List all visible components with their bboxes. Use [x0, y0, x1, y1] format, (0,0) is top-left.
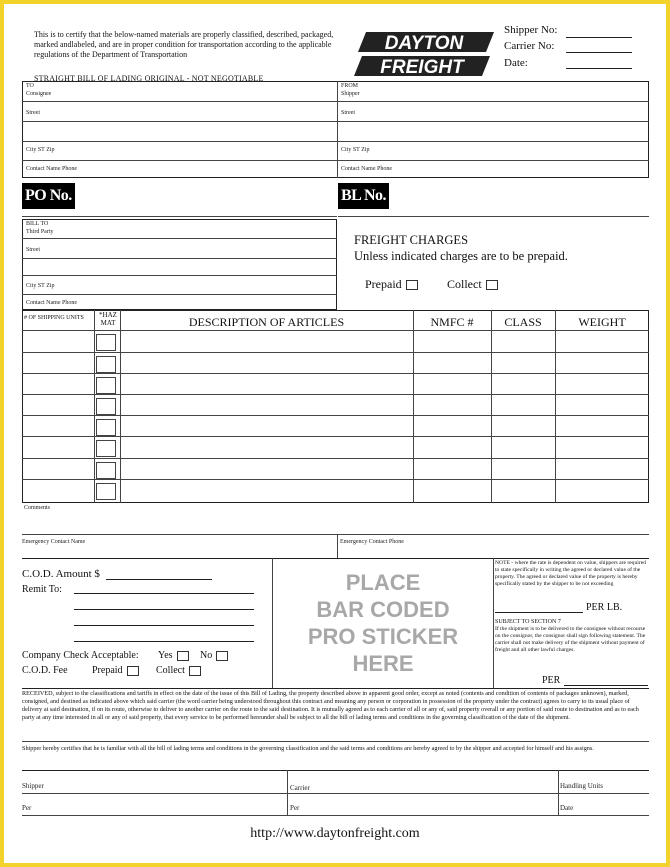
form-title: STRAIGHT BILL OF LADING ORIGINAL - NOT NEGOTIABLE [34, 74, 264, 83]
haz-checkbox[interactable] [96, 356, 116, 373]
to-city-label: City ST Zip [26, 147, 55, 153]
sticker-line2: BAR CODED [316, 597, 450, 622]
col-haz-header [96, 311, 120, 327]
date-label: Date: [504, 57, 528, 69]
bill-contact-label: Contact Name Phone [26, 300, 77, 306]
to-street-label: Street [26, 110, 40, 116]
haz-line1: *HAZ [99, 311, 117, 319]
no-checkbox[interactable] [216, 651, 228, 661]
sig-handling-label: Handling Units [560, 782, 603, 790]
remit-line-3[interactable] [74, 625, 254, 626]
cod-fee-label: C.O.D. Fee [22, 665, 68, 676]
sticker-line4: HERE [352, 651, 414, 676]
emergency-name-label: Emergency Contact Name [22, 539, 86, 545]
prepaid-label: Prepaid [365, 277, 402, 291]
cod-collect-checkbox[interactable] [189, 666, 201, 676]
shipper-no-field[interactable] [566, 37, 632, 38]
from-city-label: City ST Zip [341, 147, 370, 153]
per-lb-label: PER LB. [586, 602, 623, 613]
section7-title: SUBJECT TO SECTION 7 [495, 619, 561, 625]
yes-label: Yes [158, 650, 173, 661]
sig-per1-label: Per [22, 804, 32, 812]
sticker-line3: PRO STICKER [307, 624, 459, 649]
bill-to-title: BILL TO [26, 221, 49, 227]
remit-line-1[interactable] [74, 593, 254, 594]
collect-checkbox[interactable] [486, 280, 498, 290]
footer-url[interactable]: http://www.daytonfreight.com [250, 826, 420, 841]
per-signature-field[interactable] [564, 685, 648, 686]
freight-prepaid-option[interactable] [365, 277, 418, 292]
logo-line1: DAYTON [384, 33, 464, 54]
collect-label: Collect [447, 277, 482, 291]
shipper-no-label: Shipper No: [504, 24, 558, 36]
to-contact-label: Contact Name Phone [26, 166, 77, 172]
col-units-header: # OF SHIPPING UNITS [24, 315, 84, 321]
cod-prepaid-option[interactable] [92, 665, 139, 676]
section7-text: If the shipment is to be delivered to the consignee without recourse on the consignor, the consignor shall sign following statement. The carrier shall not make delivery of the shipment without payment of freight and all other lawful charges. [495, 626, 646, 653]
consignee-label: Consignee [26, 91, 52, 97]
remit-line-2[interactable] [74, 609, 254, 610]
yes-checkbox[interactable] [177, 651, 189, 661]
freight-charges-title: FREIGHT CHARGES [354, 233, 469, 247]
sig-date-label: Date [560, 804, 574, 812]
haz-checkbox[interactable] [96, 483, 116, 500]
col-description-header: DESCRIPTION OF ARTICLES [188, 315, 345, 329]
haz-checkbox[interactable] [96, 462, 116, 479]
col-class-header: CLASS [504, 315, 542, 329]
haz-checkbox[interactable] [96, 398, 116, 415]
remit-line-4[interactable] [74, 641, 254, 642]
certify-text: Shipper hereby certifies that he is familiar with all the bill of lading terms and conditions in the governing classification and the said terms and conditions are hereby agreed to by the shipper and accepted for himself and his assigns. [22, 745, 594, 752]
third-party-label: Third Party [26, 229, 54, 235]
logo-line2: FREIGHT [380, 57, 464, 78]
from-contact-label: Contact Name Phone [341, 166, 392, 172]
haz-checkbox[interactable] [96, 334, 116, 351]
po-label: PO No. [22, 183, 75, 209]
per-label: PER [542, 675, 561, 686]
cod-amount-field[interactable] [106, 579, 212, 580]
haz-line2: MAT [100, 319, 116, 327]
haz-checkbox[interactable] [96, 419, 116, 436]
haz-checkbox[interactable] [96, 440, 116, 457]
dayton-freight-logo [354, 30, 494, 78]
sig-carrier-label: Carrier [290, 784, 310, 792]
declared-value-field[interactable] [495, 612, 583, 613]
to-title: TO [26, 83, 34, 89]
cod-amount-label: C.O.D. Amount $ [22, 568, 100, 580]
bill-street-label: Street [26, 247, 40, 253]
sticker-placeholder [273, 569, 493, 677]
cod-prepaid-checkbox[interactable] [127, 666, 139, 676]
sig-shipper-label: Shipper [22, 782, 44, 790]
sig-per2-label: Per [290, 804, 300, 812]
shipper-label: Shipper [341, 91, 360, 97]
haz-checkbox[interactable] [96, 377, 116, 394]
company-check-label: Company Check Acceptable: [22, 650, 139, 661]
date-field[interactable] [566, 68, 632, 69]
declared-value-note: NOTE - where the rate is dependent on value, shippers are required to state specifically in writing the agreed or declared value of the property. The agreed or declared value of the property is hereby specifically stated by the shipper to be not exceeding [495, 560, 646, 587]
carrier-no-label: Carrier No: [504, 40, 555, 52]
col-weight-header: WEIGHT [578, 315, 626, 329]
from-title: FROM [341, 83, 359, 89]
bill-to-box [22, 219, 337, 310]
carrier-no-field[interactable] [566, 52, 632, 53]
remit-to-label: Remit To: [22, 584, 62, 595]
check-no-option[interactable] [200, 650, 228, 661]
to-from-box [22, 81, 649, 178]
bill-city-label: City ST Zip [26, 283, 55, 289]
emergency-phone-label: Emergency Contact Phone [340, 539, 404, 545]
cod-collect-option[interactable] [156, 665, 201, 676]
freight-collect-option[interactable] [447, 277, 498, 292]
prepaid-checkbox[interactable] [406, 280, 418, 290]
cod-prepaid-label: Prepaid [92, 665, 123, 676]
bill-of-lading-form [4, 4, 666, 863]
received-text: RECEIVED, subject to the classifications and tariffs in effect on the date of the issue of this Bill of Lading, the property described above in apparent good order, except as noted (contents and condition of contents of packages unknown), marked, consigned, and destined as indicated above which said carrier (the word carrier being understood throughout this contract and meaning any person or corporation in possession of the property under the contract) agrees to carry to its usual place of delivery at said destination, if on its route, otherwise to deliver to another carrier on the route to the said destination. It is mutually agreed as to each carrier of all or any of, said property overall or any portion of said route to destination and as to each party at any time interested in all or any of said property, that every service to be performed hereunder shall be subject to all the bill of lading terms and conditions in the governing classification of the date of the shipment. [22, 690, 639, 721]
no-label: No [200, 650, 213, 661]
check-yes-option[interactable] [158, 650, 189, 661]
bl-label: BL No. [338, 183, 389, 209]
cod-collect-label: Collect [156, 665, 185, 676]
comments-label: Comments [24, 505, 51, 511]
freight-charges-subtitle: Unless indicated charges are to be prepaid. [354, 249, 568, 263]
certification-text: This is to certify that the below-named materials are properly classified, described, packaged, marked andlabeled, and are in proper condition for transportation according to the applicable regulations of the Department of Transportation [34, 30, 334, 59]
col-nmfc-header: NMFC # [430, 315, 474, 329]
sticker-line1: PLACE [345, 570, 421, 595]
from-street-label: Street [341, 110, 355, 116]
